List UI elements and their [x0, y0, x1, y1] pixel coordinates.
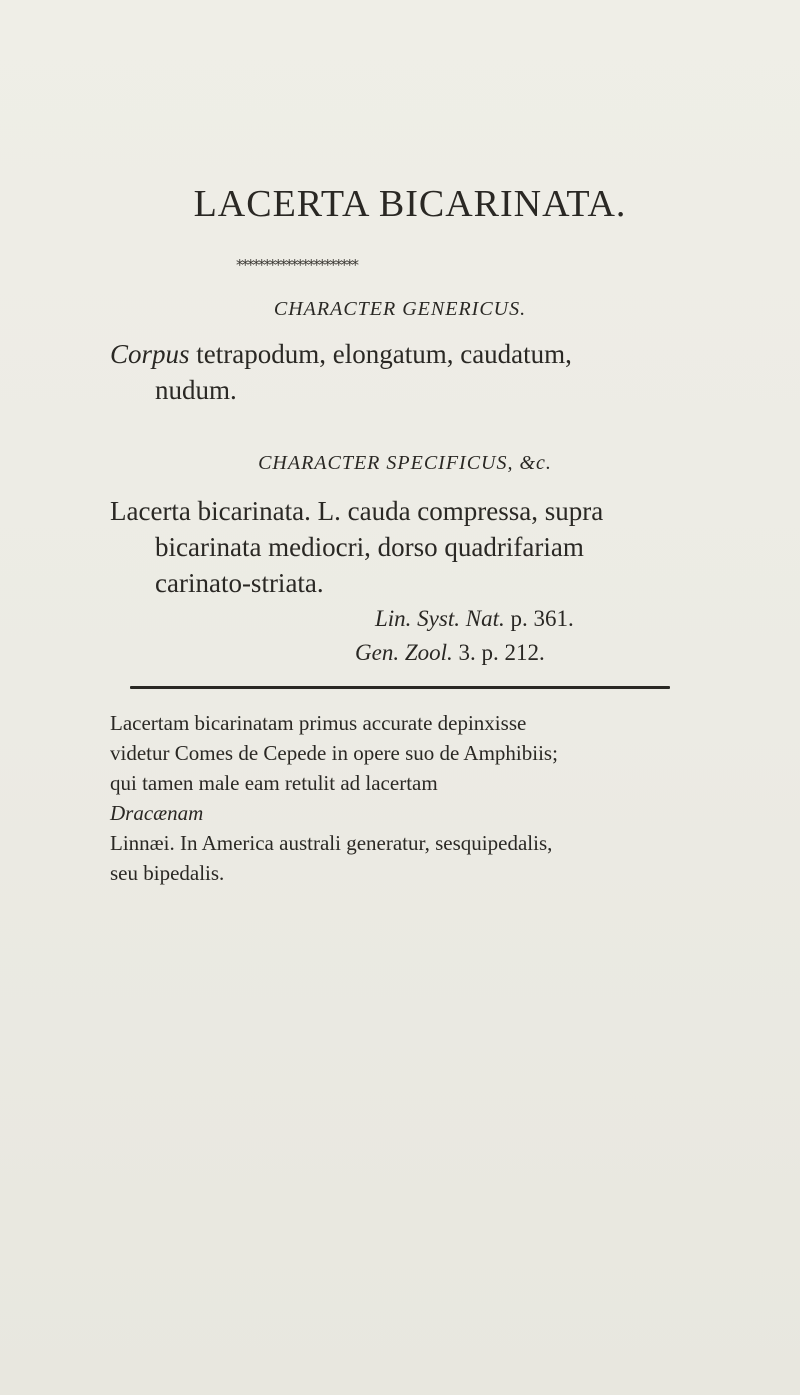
- generic-character-heading: CHARACTER GENERICUS.: [273, 298, 527, 320]
- description-line-5: seu bipedalis.: [110, 861, 225, 885]
- page-title: LACERTA BICARINATA.: [193, 183, 627, 225]
- description-line-1: Lacertam bicarinatam primus accurate depinxisse: [110, 711, 527, 735]
- description-genus-name: Dracænam: [110, 801, 204, 825]
- specific-line-1: Lacerta bicarinata. L. cauda compressa, supra: [110, 496, 604, 526]
- specific-character-heading: CHARACTER SPECIFICUS, &c.: [258, 452, 552, 474]
- specific-line-2: bicarinata mediocri, dorso quadrifariam: [155, 532, 584, 562]
- generic-character-text: [110, 336, 675, 408]
- star-ornament: **********************: [236, 256, 357, 274]
- generic-first-word: Corpus: [110, 339, 190, 369]
- reference-linnaeus-page: p. 361.: [504, 606, 574, 631]
- generic-line-2: nudum.: [155, 375, 237, 405]
- specific-line-3: carinato-striata.: [155, 568, 324, 598]
- generic-line-1-rest: tetrapodum, elongatum, caudatum,: [189, 339, 572, 369]
- section-divider: [130, 686, 670, 689]
- reference-zoology-page: 3. p. 212.: [452, 640, 545, 665]
- reference-zoology: [355, 640, 545, 666]
- description-line-3-text: qui tamen male eam retulit ad lacertam: [110, 771, 438, 795]
- specific-character-text: [110, 493, 675, 601]
- description-paragraph: [110, 708, 700, 888]
- generic-line-1: [110, 336, 675, 372]
- description-line-2: videtur Comes de Cepede in opere suo de Amphibiis;: [110, 741, 558, 765]
- description-line-4: Linnæi. In America australi generatur, sesquipedalis,: [110, 831, 553, 855]
- description-line-3: [110, 768, 700, 828]
- reference-linnaeus-source: Lin. Syst. Nat.: [375, 606, 505, 631]
- reference-zoology-source: Gen. Zool.: [355, 640, 453, 665]
- reference-linnaeus: [375, 606, 574, 632]
